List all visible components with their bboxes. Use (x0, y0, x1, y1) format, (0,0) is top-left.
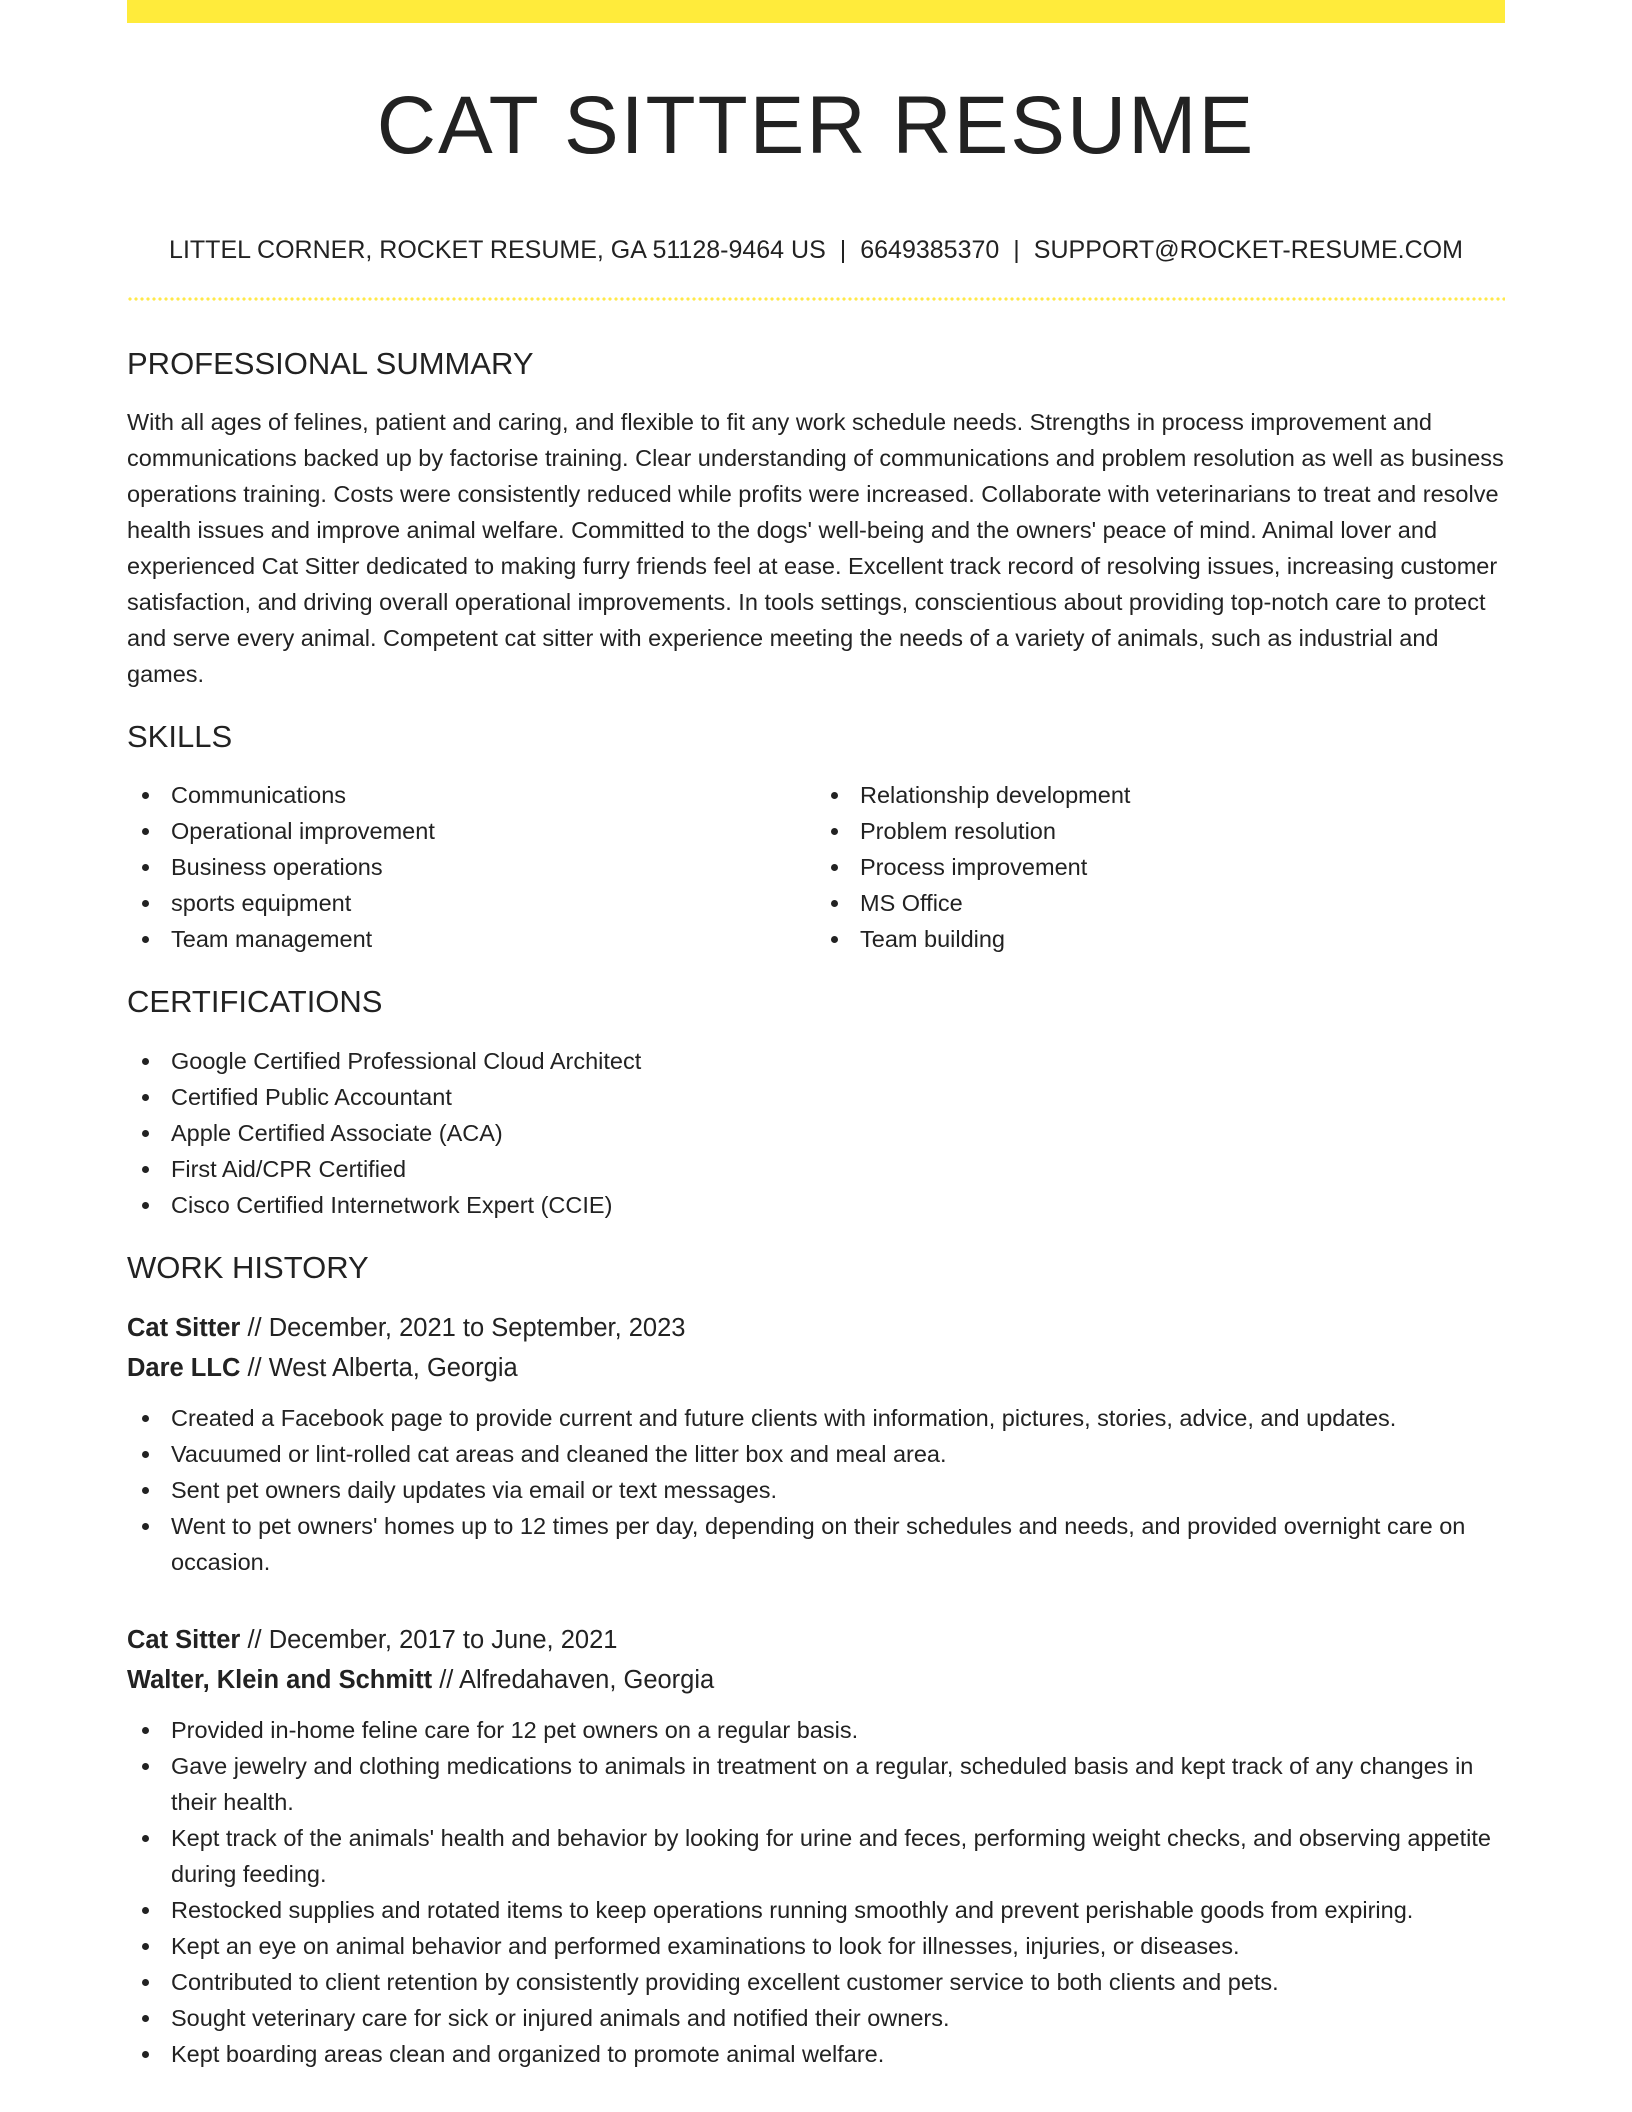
skills-list-left (127, 777, 816, 957)
job-title: Cat Sitter (127, 1313, 241, 1342)
work-history-section (127, 1249, 1505, 2072)
job-duty: Sought veterinary care for sick or injured animals and notified their owners. (127, 2000, 1505, 2036)
skill-item: Operational improvement (127, 813, 816, 849)
skill-item: Team management (127, 921, 816, 957)
job-duties-list (127, 1400, 1505, 1580)
summary-heading: PROFESSIONAL SUMMARY (127, 346, 534, 381)
skill-item: Communications (127, 777, 816, 813)
contact-phone: 6649385370 (860, 236, 1000, 264)
job-duty: Kept an eye on animal behavior and performed examinations to look for illnesses, injuries, or diseases. (127, 1928, 1505, 1964)
job-title-line (127, 1620, 1505, 1660)
skill-item: Problem resolution (816, 813, 1505, 849)
skill-item: sports equipment (127, 885, 816, 921)
contact-email: SUPPORT@ROCKET-RESUME.COM (1033, 236, 1463, 264)
job-duty: Created a Facebook page to provide current and future clients with information, pictures, stories, advice, and updates. (127, 1400, 1505, 1436)
skills-heading: SKILLS (127, 719, 233, 755)
certification-item: Apple Certified Associate (ACA) (127, 1115, 1505, 1151)
skills-grid (127, 777, 1505, 957)
job-duty: Gave jewelry and clothing medications to animals in treatment on a regular, scheduled basis and kept track of any changes in their health. (127, 1748, 1505, 1820)
skill-item: Process improvement (816, 849, 1505, 885)
work-history-heading: WORK HISTORY (127, 1249, 369, 1285)
summary-text: With all ages of felines, patient and caring, and flexible to fit any work schedule needs. Strengths in process improvement and communications backed up by factorise training. Clear understanding of communications and problem resolution as well as business operations training. Costs were consistently reduced while profits were increased. Collaborate with veterinarians to treat and resolve health issues and improve animal welfare. Committed to the dogs' well-being and the owners' peace of mind. Animal lover and experienced Cat Sitter dedicated to making furry friends feel at ease. Excellent track record of resolving issues, increasing customer satisfaction, and driving overall operational improvements. In tools settings, conscientious about providing top-notch care to protect and serve every animal. Competent cat sitter with experience meeting the needs of a variety of animals, such as industrial and games. (127, 409, 1504, 688)
job-duty: Kept boarding areas clean and organized to promote animal welfare. (127, 2036, 1505, 2072)
skill-item: Relationship development (816, 777, 1505, 813)
job-duty: Sent pet owners daily updates via email or text messages. (127, 1472, 1505, 1508)
certifications-list (127, 1043, 1505, 1223)
job-company: Dare LLC (127, 1353, 241, 1382)
job-title: Cat Sitter (127, 1625, 241, 1654)
skills-list-right (816, 777, 1505, 957)
dotted-divider (127, 297, 1505, 301)
resume-title: CAT SITTER RESUME (376, 80, 1256, 171)
job-duties-list (127, 1712, 1505, 2072)
job-title-line (127, 1308, 1505, 1348)
job-duty: Restocked supplies and rotated items to keep operations running smoothly and prevent perishable goods from expiring. (127, 1892, 1505, 1928)
job-company-line (127, 1660, 1505, 1700)
contact-separator: | (839, 236, 847, 264)
certification-item: First Aid/CPR Certified (127, 1151, 1505, 1187)
job-location: // West Alberta, Georgia (240, 1353, 518, 1382)
job-duty: Provided in-home feline care for 12 pet owners on a regular basis. (127, 1712, 1505, 1748)
certification-item: Certified Public Accountant (127, 1079, 1505, 1115)
skills-section (127, 718, 1505, 957)
job-duty: Went to pet owners' homes up to 12 times per day, depending on their schedules and needs, and provided overnight care on occasion. (127, 1508, 1505, 1580)
skill-item: Business operations (127, 849, 816, 885)
job-entry (127, 1308, 1505, 1580)
summary-section (127, 345, 1505, 692)
contact-line (127, 235, 1505, 265)
certifications-section (127, 983, 1505, 1222)
job-duty: Contributed to client retention by consistently providing excellent customer service to both clients and pets. (127, 1964, 1505, 2000)
skill-item: MS Office (816, 885, 1505, 921)
job-company-line (127, 1348, 1505, 1388)
job-duty: Vacuumed or lint-rolled cat areas and cleaned the litter box and meal area. (127, 1436, 1505, 1472)
certifications-heading: CERTIFICATIONS (127, 984, 383, 1020)
job-company: Walter, Klein and Schmitt (127, 1665, 433, 1694)
job-entry (127, 1620, 1505, 2072)
job-dates: // December, 2017 to June, 2021 (240, 1625, 618, 1654)
certification-item: Google Certified Professional Cloud Architect (127, 1043, 1505, 1079)
contact-address: LITTEL CORNER, ROCKET RESUME, GA 51128-9464 US (169, 236, 826, 264)
job-duty: Kept track of the animals' health and behavior by looking for urine and feces, performing weight checks, and observing appetite during feeding. (127, 1820, 1505, 1892)
job-location: // Alfredahaven, Georgia (432, 1665, 715, 1694)
skill-item: Team building (816, 921, 1505, 957)
accent-bar (127, 0, 1505, 23)
contact-separator: | (1013, 236, 1020, 264)
certification-item: Cisco Certified Internetwork Expert (CCIE) (127, 1187, 1505, 1223)
job-dates: // December, 2021 to September, 2023 (240, 1313, 686, 1342)
